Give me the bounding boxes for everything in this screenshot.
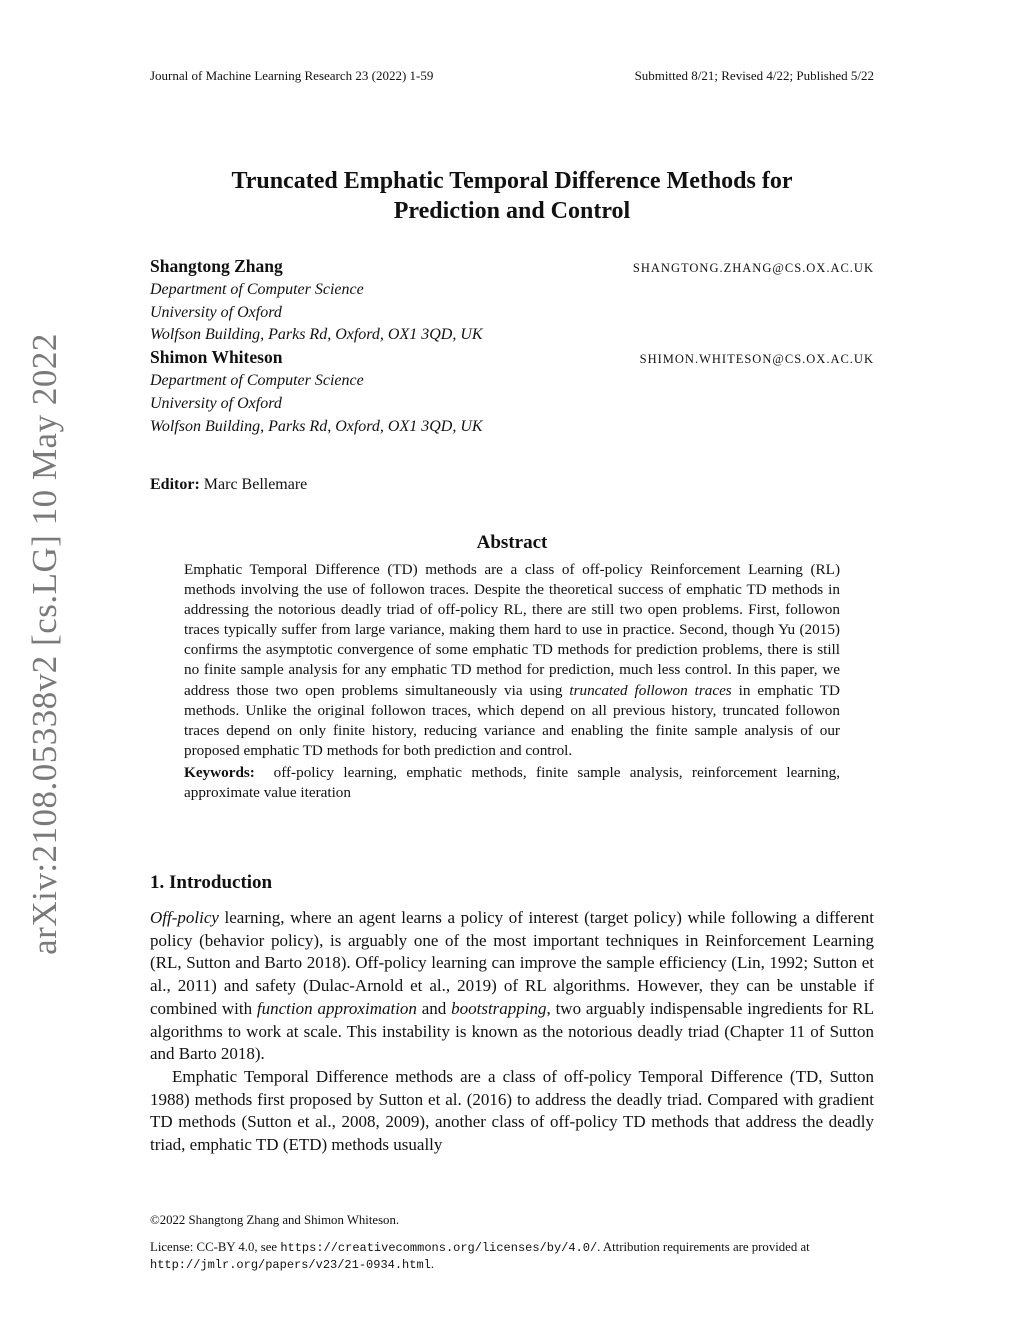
author-department: Department of Computer Science: [150, 281, 364, 298]
license-text: .: [430, 1257, 435, 1272]
license-text: License: CC-BY 4.0, see: [150, 1239, 281, 1254]
editor-name: Marc Bellemare: [203, 476, 308, 493]
author-block-1: [150, 256, 874, 347]
abstract-heading: Abstract: [476, 532, 548, 553]
editor-label: Editor:: [150, 476, 200, 493]
introduction-body: [150, 907, 874, 1157]
author-address: Wolfson Building, Parks Rd, Oxford, OX1 3QD, UK: [150, 417, 483, 435]
author-address: Wolfson Building, Parks Rd, Oxford, OX1 3QD, UK: [150, 326, 483, 344]
author-block-2: [150, 347, 874, 438]
footnote: [150, 1212, 874, 1274]
emphasis-bootstrapping: bootstrapping: [451, 998, 547, 1018]
author-name: Shimon Whiteson: [150, 347, 283, 368]
author-university: University of Oxford: [150, 394, 282, 412]
paper-link[interactable]: http://jmlr.org/papers/v23/21-0934.html: [150, 1258, 431, 1273]
author-university: University of Oxford: [150, 303, 282, 321]
intro-paragraph-1: [150, 907, 874, 1066]
paper-title: [150, 166, 874, 226]
arxiv-identifier-stamp: [16, 333, 74, 955]
author-department: Department of Computer Science: [150, 372, 364, 390]
abstract-paragraph: [184, 560, 840, 761]
intro-text: learning, where an agent learns a policy of interest (target policy) while following a different policy (behavior policy), is arguably one of the most important techniques in Reinforcement Learning (RL, Sutton and Barto 2018). Off-policy learning can improve the sample efficiency (Lin, 1992; Sutton et al., 2011) and safety (Dulac-Arnold et al., 2019) of RL algorithms. However, they can be unstable if combined with: [150, 908, 874, 1018]
abstract-text-cont: in emphatic TD methods. Unlike the original followon traces, which depend on all previous history, truncated followon traces depend on only finite history, reducing variance and enabling the finite sample analysis of our proposed emphatic TD methods for both prediction and control.: [184, 681, 840, 759]
author-name: Shangtong Zhang: [150, 256, 283, 276]
copyright-notice: ©2022 Shangtong Zhang and Shimon Whiteson.: [150, 1213, 400, 1227]
keywords-label: Keywords:: [184, 763, 255, 781]
author-email[interactable]: SHIMON.WHITESON@CS.OX.AC.UK: [639, 352, 874, 367]
intro-paragraph-2: Emphatic Temporal Difference methods are a class of off-policy Temporal Difference (TD, Sutton 1988) methods first proposed by Sutton et al. (2016) to address the deadly triad. Compared with gradient TD methods (Sutton et al., 2008, 2009), another class of off-policy TD methods that address the deadly triad, emphatic TD (ETD) methods usually: [150, 1066, 874, 1155]
author-list: [150, 256, 874, 438]
emphasis-function-approximation: function approximation: [256, 998, 417, 1018]
arxiv-stamp-text: arXiv:2108.05338v2 [cs.LG] 10 May 2022: [25, 333, 65, 955]
section-heading-introduction: 1. Introduction: [150, 872, 273, 893]
abstract-body: [184, 560, 840, 803]
title-line-1: Truncated Emphatic Temporal Difference Methods for: [231, 168, 793, 194]
license-text: . Attribution requirements are provided at: [597, 1239, 810, 1254]
license-link[interactable]: https://creativecommons.org/licenses/by/4.0/: [280, 1240, 598, 1255]
journal-info: Journal of Machine Learning Research 23 (2022) 1-59: [150, 68, 434, 83]
running-header: [150, 68, 874, 84]
intro-text: , two arguably indispensable ingredients for RL algorithms to work at scale. This instability is known as the notorious deadly triad (Chapter 11 of Sutton and Barto 2018).: [150, 998, 874, 1064]
emphasis-off-policy: Off-policy: [150, 908, 219, 927]
author-email[interactable]: SHANGTONG.ZHANG@CS.OX.AC.UK: [632, 261, 874, 275]
keywords-list: off-policy learning, emphatic methods, finite sample analysis, reinforcement learning, approximate value iteration: [184, 763, 840, 802]
abstract-emphasis: truncated followon traces: [569, 681, 732, 699]
intro-text: and: [416, 998, 452, 1018]
title-line-2: Prediction and Control: [393, 198, 631, 224]
license-notice: [150, 1239, 874, 1274]
keywords: [184, 763, 840, 803]
submission-dates: Submitted 8/21; Revised 4/22; Published 5/22: [634, 68, 874, 83]
editor-line: [150, 476, 307, 494]
abstract-text: Emphatic Temporal Difference (TD) methods are a class of off-policy Reinforcement Learning (RL) methods involving the use of followon traces. Despite the theoretical success of emphatic TD methods in addressing the notorious deadly triad of off-policy RL, there are still two open problems. First, followon traces typically suffer from large variance, making them hard to use in practice. Second, though Yu (2015) confirms the asymptotic convergence of some emphatic TD methods for prediction problems, there is still no finite sample analysis for any emphatic TD method for prediction, much less control. In this paper, we address those two open problems simultaneously via using: [184, 561, 840, 699]
